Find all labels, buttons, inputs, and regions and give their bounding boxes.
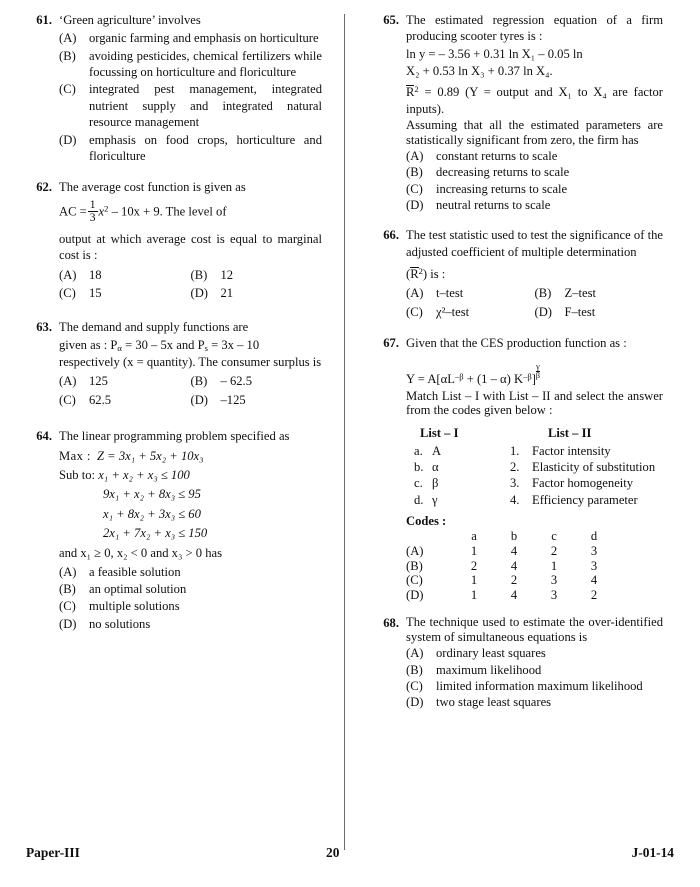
option-d[interactable] bbox=[406, 695, 663, 710]
options-list bbox=[59, 373, 322, 408]
constraint-3: x₁ + 8x₂ + 3x₃ ≤ 60 bbox=[103, 506, 201, 521]
options-row bbox=[59, 392, 322, 408]
constraint-1: x₁ + x₂ + x₃ ≤ 100 bbox=[98, 467, 190, 482]
code-value: 4 bbox=[510, 587, 518, 602]
option-text: increasing returns to scale bbox=[436, 181, 568, 196]
option-b[interactable] bbox=[191, 267, 323, 283]
question-number: 61. bbox=[36, 13, 52, 27]
option-text: 21 bbox=[220, 286, 234, 301]
options-list bbox=[59, 267, 322, 302]
options-row bbox=[59, 267, 322, 283]
option-text: no solutions bbox=[89, 616, 151, 631]
option-c[interactable] bbox=[59, 392, 191, 408]
question-65 bbox=[373, 12, 663, 214]
option-label: (C) bbox=[59, 82, 76, 97]
option-label: (D) bbox=[406, 197, 424, 212]
code-value: 2 bbox=[470, 558, 478, 573]
option-label: (C) bbox=[406, 678, 423, 693]
question-stem-continued: output at which average cost is equal to marginal cost is : bbox=[59, 231, 322, 263]
code-value: 4 bbox=[590, 573, 598, 588]
codes-option-c[interactable] bbox=[406, 573, 663, 588]
option-a[interactable] bbox=[59, 30, 322, 46]
option-d[interactable] bbox=[59, 616, 322, 632]
option-text: Z–test bbox=[564, 286, 596, 301]
option-label: (B) bbox=[59, 48, 76, 63]
exponent-minus-beta-2: –β bbox=[523, 371, 532, 382]
question-62 bbox=[26, 179, 322, 303]
one-third-fraction bbox=[88, 199, 98, 224]
right-column bbox=[353, 12, 663, 725]
option-label: (C) bbox=[406, 181, 423, 196]
option-d[interactable] bbox=[191, 392, 323, 408]
question-63 bbox=[26, 319, 322, 410]
option-text: t–test bbox=[436, 286, 464, 301]
question-66 bbox=[373, 227, 663, 322]
page-number: 20 bbox=[326, 845, 340, 860]
question-stem-continued: Match List – I with List – II and select the answer from the codes given below : bbox=[406, 388, 663, 418]
list-two-key: 3. bbox=[510, 476, 520, 491]
list-one-key: d. bbox=[414, 492, 424, 507]
codes-col-b: b bbox=[510, 529, 518, 544]
option-label: (A) bbox=[59, 374, 77, 389]
two-column-layout bbox=[26, 12, 674, 832]
option-d[interactable] bbox=[191, 285, 323, 301]
options-list bbox=[406, 149, 663, 213]
formula-body: Y = A[αL bbox=[406, 372, 455, 387]
exponent-two: 2 bbox=[104, 203, 109, 214]
option-text: 15 bbox=[89, 286, 102, 301]
option-text: 12 bbox=[220, 267, 234, 282]
constraint-2-line bbox=[103, 486, 322, 502]
option-label: (D) bbox=[190, 392, 208, 407]
option-c[interactable] bbox=[59, 81, 322, 130]
option-label: (D) bbox=[59, 132, 77, 147]
codes-table bbox=[406, 529, 663, 602]
question-stem: The estimated regression equation of a firm producing scooter tyres is : bbox=[406, 13, 663, 44]
list-headers bbox=[406, 425, 663, 441]
codes-title: Codes : bbox=[406, 514, 447, 529]
ces-production-formula bbox=[406, 363, 663, 388]
option-text: an optimal solution bbox=[89, 582, 187, 597]
fraction-denominator: 3 bbox=[89, 210, 96, 224]
exponent-two: 2 bbox=[418, 266, 423, 277]
code-value: 2 bbox=[590, 587, 598, 602]
formula-end: = 3x – 10 bbox=[211, 337, 260, 352]
r-bar-symbol: R bbox=[410, 267, 419, 282]
option-label: (A) bbox=[406, 544, 424, 559]
fraction-numerator: 1 bbox=[89, 197, 96, 211]
option-text: 62.5 bbox=[89, 392, 112, 407]
formula-lead: AC = bbox=[59, 204, 87, 219]
formula-middle: + (1 – α) K bbox=[466, 372, 524, 387]
codes-header-row bbox=[406, 529, 663, 544]
list-one-key: a. bbox=[414, 443, 423, 458]
list-one-value: A bbox=[432, 443, 442, 458]
option-text: F–test bbox=[564, 304, 596, 319]
option-label: (C) bbox=[406, 573, 423, 588]
option-label: (B) bbox=[406, 165, 423, 180]
list-one-value: β bbox=[432, 476, 439, 491]
option-c[interactable] bbox=[406, 679, 663, 694]
constraint-3-line bbox=[103, 506, 322, 522]
left-column bbox=[26, 12, 336, 646]
option-text: maximum likelihood bbox=[436, 662, 542, 677]
question-number: 65. bbox=[383, 13, 399, 27]
option-a[interactable] bbox=[59, 373, 191, 389]
code-value: 3 bbox=[550, 587, 558, 602]
question-stem-continued: respectively (x = quantity). The consumer surplus is bbox=[59, 355, 322, 370]
option-c[interactable] bbox=[59, 598, 322, 614]
option-text: integrated pest management, integrated nutrient supply and integrated natural resource management bbox=[89, 82, 322, 130]
adjusted-r-squared-line: $(R^2)$ is : bbox=[406, 266, 446, 282]
code-value: 4 bbox=[510, 558, 518, 573]
option-label: (D) bbox=[190, 286, 208, 301]
option-text: χ²–test bbox=[436, 304, 470, 319]
option-text: – 62.5 bbox=[220, 374, 252, 389]
options-row bbox=[59, 285, 322, 301]
option-label: (B) bbox=[406, 662, 423, 677]
code-value: 2 bbox=[550, 544, 558, 559]
list-row bbox=[406, 444, 663, 459]
list-two-value: Elasticity of substitution bbox=[532, 460, 656, 475]
code-value: 1 bbox=[550, 558, 558, 573]
paper-code: J-01-14 bbox=[631, 845, 674, 860]
close-paren-is: ) is : bbox=[422, 267, 446, 282]
list-one-key: b. bbox=[414, 460, 424, 475]
list-two-key: 1. bbox=[510, 443, 520, 458]
question-stem: The test statistic used to test the significance of the adjusted coefficient of multiple determination bbox=[406, 228, 663, 260]
codes-option-a[interactable] bbox=[406, 544, 663, 559]
list-two-key: 4. bbox=[510, 492, 520, 507]
option-label: (C) bbox=[59, 286, 76, 301]
code-value: 4 bbox=[510, 544, 518, 559]
option-text: ordinary least squares bbox=[436, 646, 546, 661]
option-text: decreasing returns to scale bbox=[436, 165, 570, 180]
exponent-numerator: γ bbox=[536, 362, 540, 372]
option-label: (A) bbox=[59, 31, 77, 46]
question-67 bbox=[373, 335, 663, 602]
code-value: 1 bbox=[470, 544, 478, 559]
regression-line-2: X₂ + 0.53 ln X₃ + 0.37 ln X₄. bbox=[406, 64, 553, 79]
constraint-4-line bbox=[103, 525, 322, 541]
subject-to-label: Sub to: bbox=[59, 467, 96, 482]
max-expression: Z = 3x₁ + 5x₂ + 10x₃ bbox=[97, 448, 204, 463]
codes-option-d[interactable] bbox=[406, 588, 663, 603]
constraint-lead bbox=[59, 467, 322, 483]
option-label: (D) bbox=[406, 587, 424, 602]
formula-prefix: given as : P bbox=[59, 337, 118, 352]
option-c[interactable] bbox=[406, 304, 535, 320]
option-label: (A) bbox=[59, 267, 77, 282]
codes-col-d: d bbox=[590, 529, 598, 544]
code-value: 1 bbox=[470, 573, 478, 588]
question-body bbox=[59, 428, 322, 633]
option-label: (C) bbox=[59, 392, 76, 407]
list-two-value: Efficiency parameter bbox=[532, 492, 638, 507]
options-list bbox=[406, 646, 663, 710]
option-text: two stage least squares bbox=[436, 695, 552, 710]
list-two-key: 2. bbox=[510, 460, 520, 475]
code-value: 2 bbox=[510, 573, 518, 588]
code-value: 3 bbox=[550, 573, 558, 588]
supply-subscript: s bbox=[204, 342, 208, 353]
option-label: (A) bbox=[406, 286, 424, 301]
question-number: 67. bbox=[383, 336, 399, 351]
code-value: 1 bbox=[470, 587, 478, 602]
question-number: 63. bbox=[36, 320, 52, 335]
question-stem-continued: and x₁ ≥ 0, x₂ < 0 and x₃ > 0 has bbox=[59, 546, 223, 561]
question-body bbox=[406, 335, 663, 602]
option-label: (A) bbox=[406, 646, 424, 661]
question-number: 66. bbox=[383, 228, 399, 243]
codes-header-spacer bbox=[406, 529, 454, 544]
question-68 bbox=[373, 615, 663, 711]
exponent-denominator: β bbox=[535, 371, 541, 381]
demand-supply-formula bbox=[59, 337, 322, 353]
list-two-value: Factor intensity bbox=[532, 443, 611, 458]
list-row bbox=[406, 476, 663, 491]
option-c[interactable] bbox=[59, 285, 191, 301]
question-stem: Given that the CES production function as : bbox=[406, 336, 627, 351]
question-number: 62. bbox=[36, 180, 52, 195]
regression-line-1: ln y = – 3.56 + 0.31 ln X₁ – 0.05 ln bbox=[406, 46, 583, 61]
option-text: –125 bbox=[220, 392, 246, 407]
formula-close-bracket: ] bbox=[531, 372, 536, 387]
constraint-2: 9x₁ + x₂ + 8x₃ ≤ 95 bbox=[103, 487, 201, 502]
option-d[interactable] bbox=[406, 198, 663, 213]
option-a[interactable] bbox=[59, 564, 322, 580]
question-stem: ‘Green agriculture’ involves bbox=[59, 13, 201, 27]
option-text: a feasible solution bbox=[89, 564, 181, 579]
option-text: neutral returns to scale bbox=[436, 197, 551, 212]
option-label: (D) bbox=[534, 304, 552, 319]
question-body bbox=[406, 227, 663, 322]
options-list bbox=[406, 285, 663, 320]
option-b[interactable] bbox=[59, 581, 322, 597]
option-a[interactable] bbox=[406, 285, 535, 301]
code-value: 3 bbox=[590, 558, 598, 573]
option-text: limited information maximum likelihood bbox=[436, 678, 643, 693]
option-b[interactable] bbox=[535, 285, 664, 301]
question-body bbox=[59, 179, 322, 303]
question-stem-continued: Assuming that all the estimated parameters are statistically significant from zero, the firm has bbox=[406, 118, 663, 148]
option-text: 18 bbox=[89, 267, 102, 282]
question-number: 68. bbox=[383, 616, 399, 631]
question-number: 64. bbox=[36, 429, 52, 444]
list-row bbox=[406, 460, 663, 475]
option-b[interactable] bbox=[406, 165, 663, 180]
list-one-value: γ bbox=[432, 492, 438, 507]
list-two-value: Factor homogeneity bbox=[532, 476, 634, 491]
list-two-header: List – II bbox=[548, 426, 592, 441]
question-64 bbox=[26, 428, 322, 633]
question-body bbox=[406, 615, 663, 711]
question-stem: The technique used to estimate the over-identified system of simultaneous equations is bbox=[406, 615, 663, 645]
r-bar-symbol: R bbox=[406, 85, 415, 100]
matching-lists bbox=[406, 425, 663, 508]
option-label: (D) bbox=[406, 695, 424, 710]
r-squared-line bbox=[406, 84, 663, 117]
question-stem: The average cost function is given as bbox=[59, 180, 246, 195]
code-value: 3 bbox=[590, 544, 598, 559]
question-stem: The linear programming problem specified as bbox=[59, 429, 290, 444]
option-label: (D) bbox=[59, 616, 77, 631]
option-label: (B) bbox=[190, 374, 208, 389]
option-text: 125 bbox=[89, 374, 108, 389]
objective-function bbox=[59, 448, 322, 464]
average-cost-formula bbox=[59, 199, 322, 224]
codes-col-a: a bbox=[471, 529, 477, 544]
question-body bbox=[406, 12, 663, 214]
codes-option-b[interactable] bbox=[406, 559, 663, 574]
r-squared-description: = 0.89 (Y = output and X₁ to X₄ are factor inputs). bbox=[406, 85, 663, 116]
options-row bbox=[406, 285, 663, 301]
option-text: organic farming and emphasis on horticulture bbox=[89, 31, 319, 46]
option-a[interactable] bbox=[406, 149, 663, 164]
options-row bbox=[406, 304, 663, 320]
list-one-header: List – I bbox=[420, 426, 459, 441]
variable-x: x bbox=[98, 204, 105, 219]
codes-col-c: c bbox=[551, 529, 557, 544]
exponent-gamma-over-beta bbox=[536, 363, 540, 380]
option-label: (B) bbox=[406, 558, 423, 573]
option-label: (C) bbox=[59, 599, 76, 614]
max-label: Max : bbox=[59, 448, 91, 463]
list-row bbox=[406, 493, 663, 508]
option-label: (B) bbox=[190, 267, 208, 282]
option-text: avoiding pesticides, chemical fertilizers while focussing on horticulture and floriculture bbox=[89, 48, 322, 80]
option-label: (B) bbox=[59, 582, 76, 597]
option-label: (A) bbox=[406, 148, 424, 163]
options-list bbox=[59, 30, 322, 164]
option-c[interactable] bbox=[406, 182, 663, 197]
constraint-4: 2x₁ + 7x₂ + x₃ ≤ 150 bbox=[103, 525, 208, 540]
formula-tail: – 10x + 9. The level of bbox=[111, 204, 227, 219]
option-a[interactable] bbox=[59, 267, 191, 283]
options-list bbox=[59, 564, 322, 632]
question-stem: The demand and supply functions are bbox=[59, 320, 249, 335]
demand-subscript: α bbox=[117, 342, 122, 353]
page-footer bbox=[26, 845, 674, 861]
option-text: constant returns to scale bbox=[436, 148, 558, 163]
option-b[interactable] bbox=[59, 48, 322, 81]
column-divider bbox=[344, 14, 345, 850]
question-61 bbox=[26, 12, 322, 165]
option-text: multiple solutions bbox=[89, 599, 180, 614]
question-body bbox=[59, 319, 322, 410]
option-label: (A) bbox=[59, 564, 77, 579]
option-label: (B) bbox=[534, 286, 552, 301]
formula-middle: = 30 – 5x and P bbox=[125, 337, 205, 352]
list-one-value: α bbox=[432, 460, 439, 475]
option-b[interactable] bbox=[191, 373, 323, 389]
option-d[interactable] bbox=[59, 132, 322, 165]
list-one-key: c. bbox=[414, 476, 423, 491]
option-text: emphasis on food crops, horticulture and floriculture bbox=[89, 132, 322, 163]
option-d[interactable] bbox=[535, 304, 664, 320]
option-b[interactable] bbox=[406, 663, 663, 678]
question-body bbox=[59, 12, 322, 165]
option-label: (C) bbox=[406, 304, 423, 319]
exponent-minus-beta-1: –β bbox=[454, 371, 464, 382]
options-row bbox=[59, 373, 322, 389]
option-a[interactable] bbox=[406, 646, 663, 661]
paper-label: Paper-III bbox=[26, 845, 80, 860]
exponent-two: 2 bbox=[414, 84, 419, 95]
